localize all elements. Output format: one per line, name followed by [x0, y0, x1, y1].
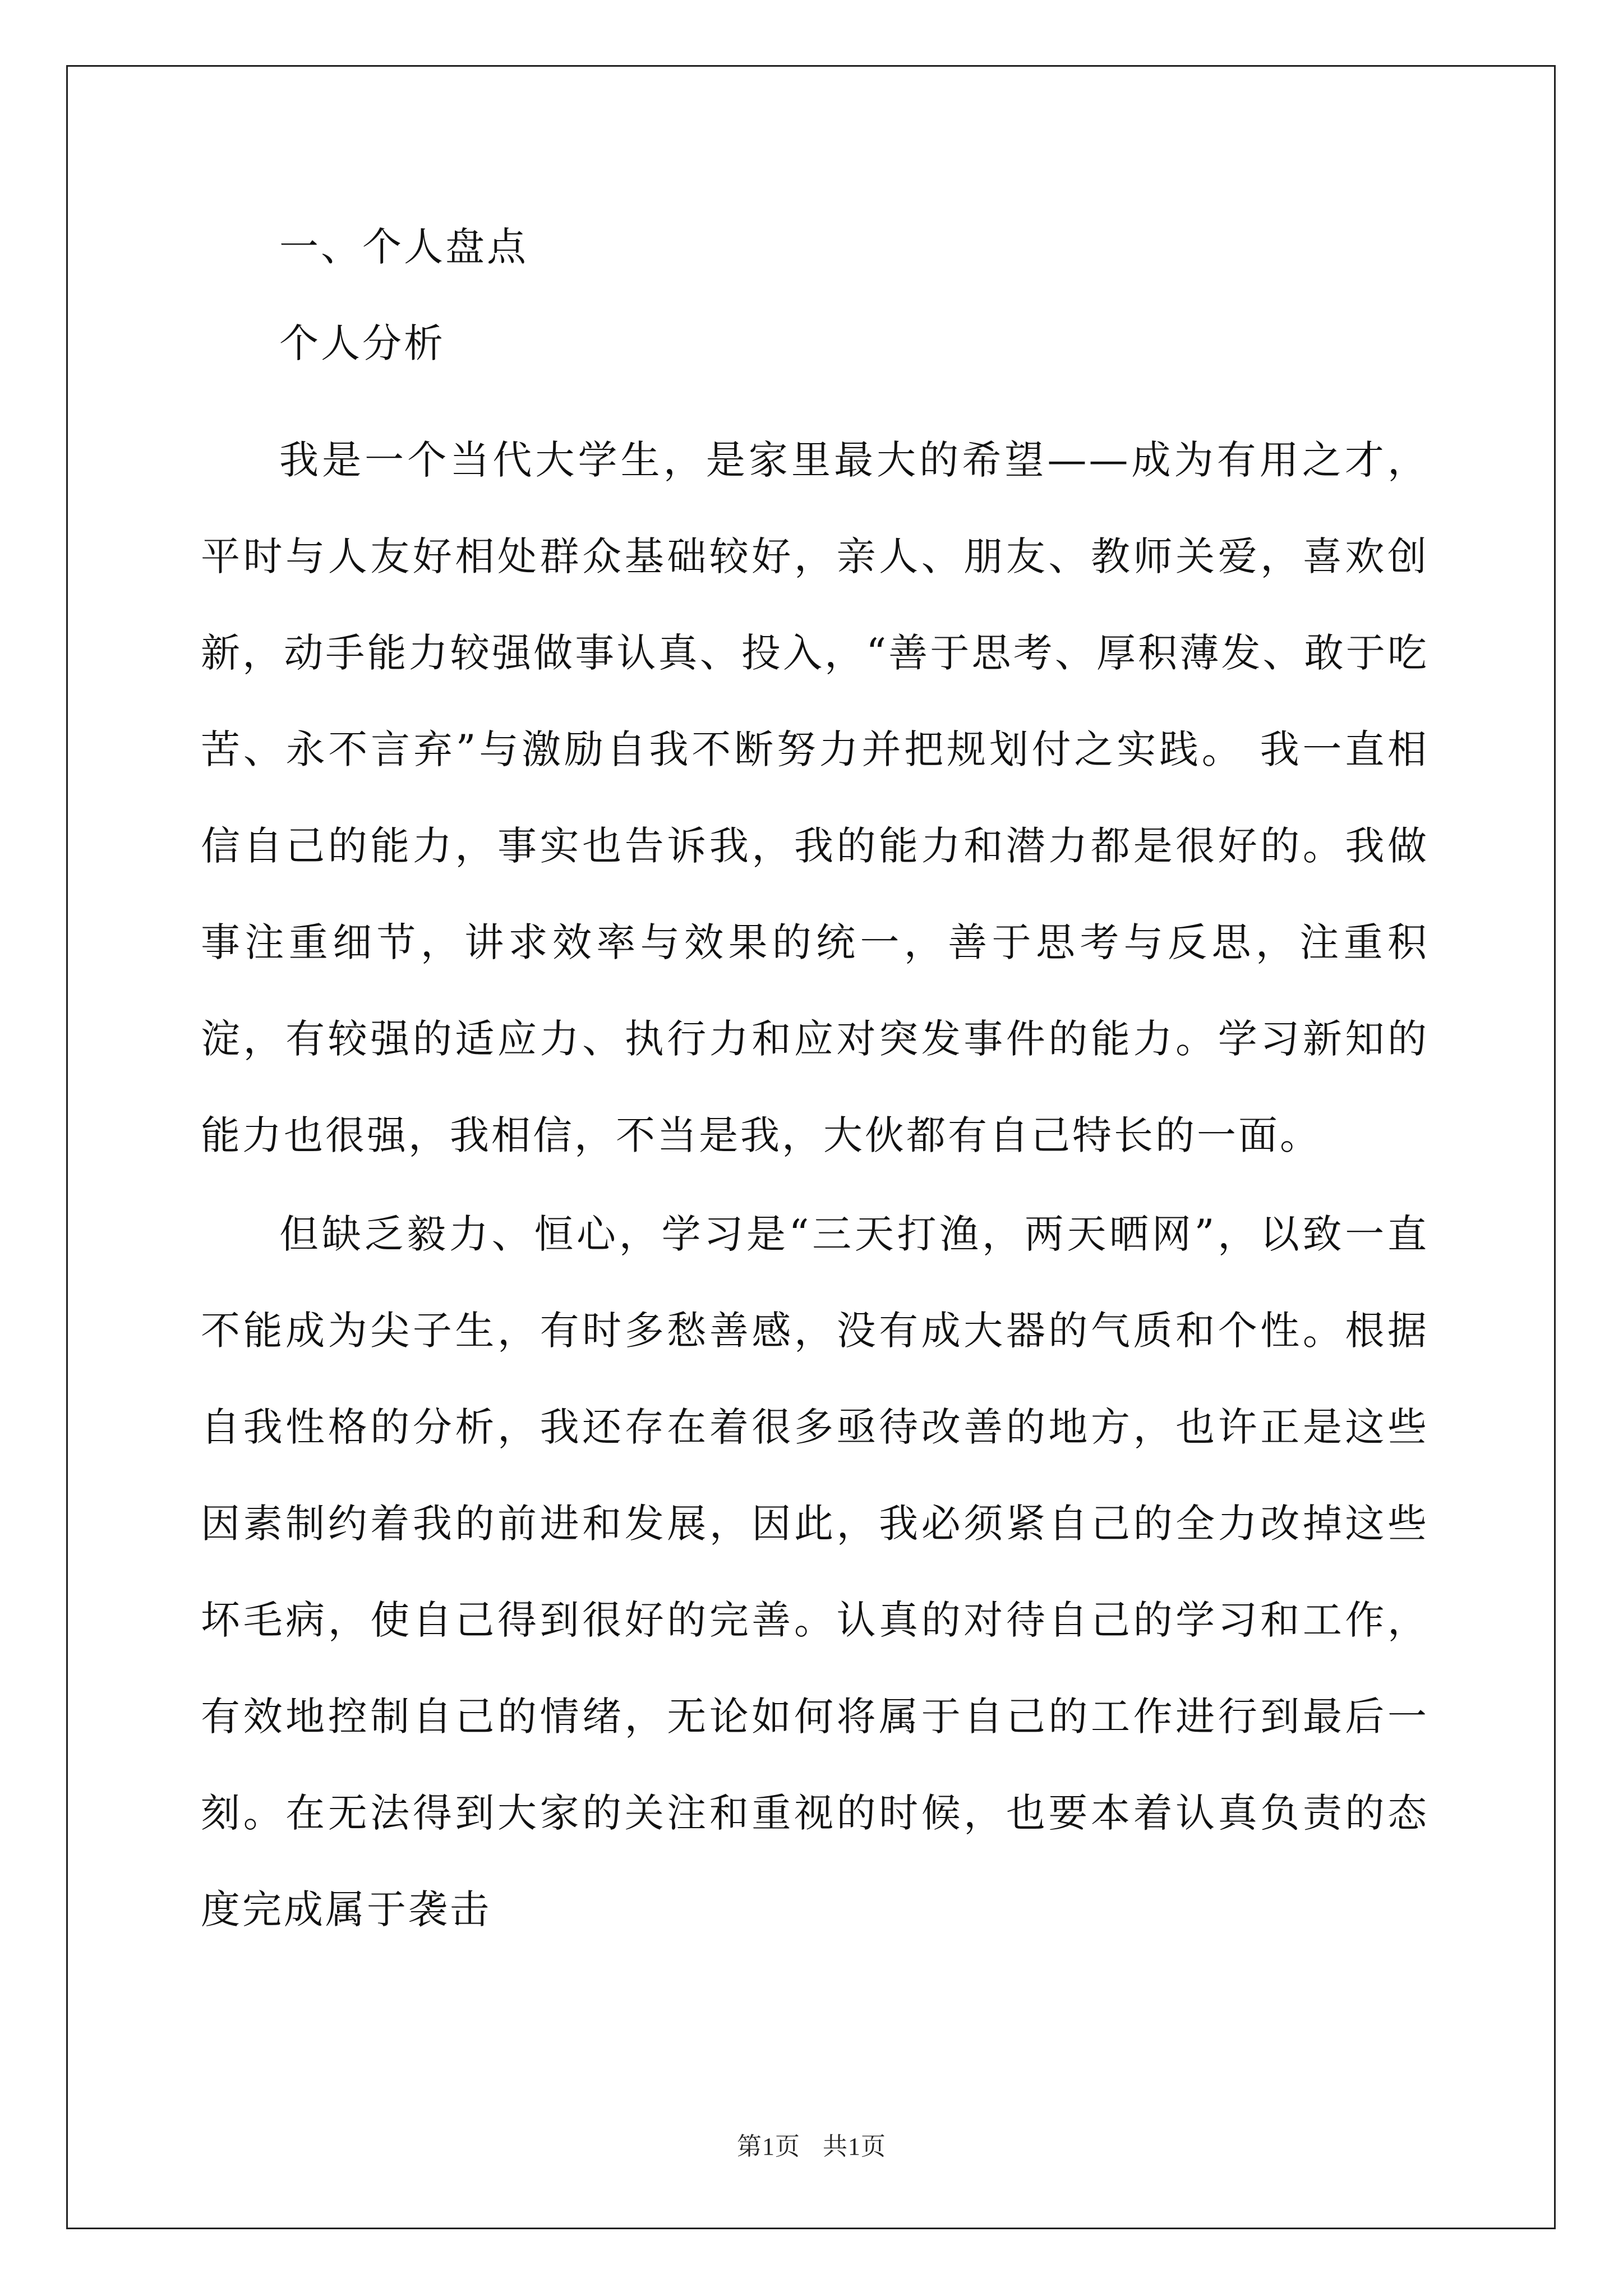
document-body	[201, 219, 1429, 1958]
page-number: 第1页	[737, 2133, 800, 2160]
page-footer	[0, 2126, 1623, 2162]
section-heading: 一、个人盘点	[279, 224, 528, 270]
paragraph: 我是一个当代大学生，是家里最大的希望——成为有用之才，平时与人友好相处群众基础较好，亲人、朋友、教师关爱，喜欢创新，动手能力较强做事认真、投入，“善于思考、厚积薄发、敢于吃苦、永不言弃”与激励自我不断努力并把规划付之实践。 我一直相信自己的能力，事实也告诉我，我的能力和潜力都是很好的。我做事注重细节，讲求效率与效果的统一，善于思考与反思，注重积淀，有较强的适应力、执行力和应对突发事件的能力。学习新知的能力也很强，我相信，不当是我，大伙都有自己特长的一面。	[201, 437, 1429, 1158]
paragraph: 但缺乏毅力、恒心，学习是“三天打渔，两天晒网”，以致一直不能成为尖子生，有时多愁善感，没有成大器的气质和个性。根据自我性格的分析，我还存在着很多亟待改善的地方，也许正是这些因素制约着我的前进和发展，因此，我必须紧自己的全力改掉这些坏毛病，使自己得到很好的完善。认真的对待自己的学习和工作，有效地控制自己的情绪，无论如何将属于自己的工作进行到最后一刻。在无法得到大家的关注和重视的时候，也要本着认真负责的态度完成属于袭击	[201, 1211, 1429, 1932]
subsection-heading: 个人分析	[279, 320, 445, 366]
page-total: 共1页	[823, 2133, 886, 2160]
